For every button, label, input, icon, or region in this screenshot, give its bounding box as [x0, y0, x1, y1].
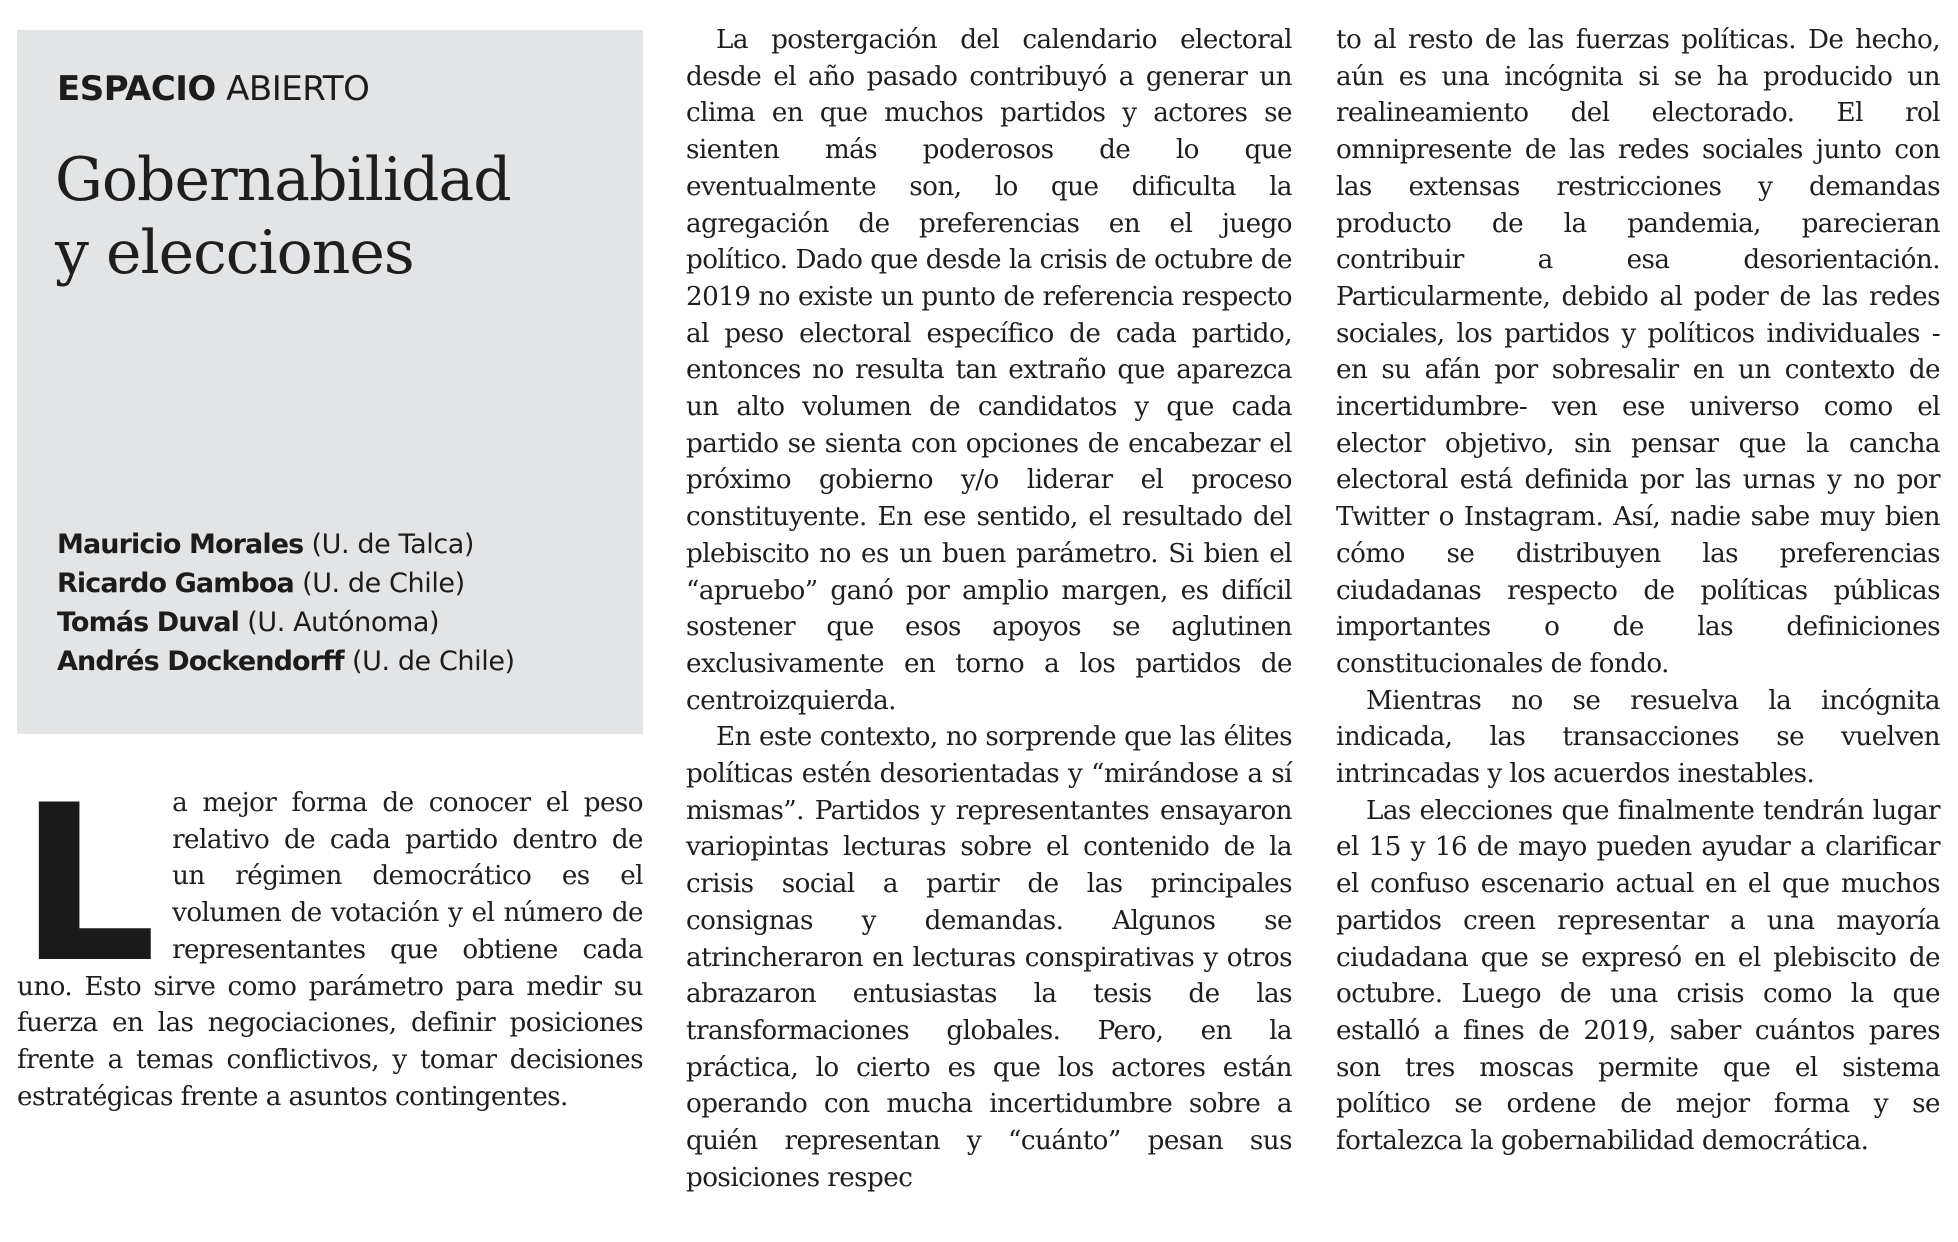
author-affiliation: (U. de Talca) — [311, 529, 475, 560]
headline-line-2: y elecciones — [55, 218, 414, 288]
author-line — [57, 642, 515, 681]
author-line — [57, 564, 515, 603]
article-paragraph: to al resto de las fuerzas políticas. De hecho, aún es una incógnita si se ha producido un realineamiento del electorado. El rol omnipresente de las redes sociales junto con las extensas restricciones y demandas producto de la pandemia, parecieran contribuir a esa desorientación. Particularmente, debido al poder de las redes sociales, los partidos y políticos individuales -en su afán por sobresalir en un contexto de incertidumbre- ven ese universo como el elector objetivo, sin pensar que la cancha electoral está definida por las urnas y no por Twitter o Instagram. Así, nadie sabe muy bien cómo se distribuyen las preferencias ciudadanas respecto de políticas públicas importantes o de las definiciones constitucionales de fondo. — [1336, 25, 1940, 679]
author-list — [57, 525, 515, 681]
article-paragraph: Mientras no se resuelva la incógnita indicada, las transacciones se vuelven intrincadas y los acuerdos inestables. — [1336, 685, 1940, 790]
section-label-regular: ABIERTO — [226, 69, 370, 109]
author-name: Andrés Dockendorff — [57, 646, 344, 677]
author-name: Ricardo Gamboa — [57, 568, 294, 599]
headline-line-1: Gobernabilidad — [55, 145, 511, 215]
drop-cap: L — [19, 759, 157, 1010]
author-line — [57, 603, 515, 642]
author-affiliation: (U. Autónoma) — [247, 607, 440, 638]
author-line — [57, 525, 515, 564]
article-paragraph: En este contexto, no sorprende que las élites políticas estén desorientadas y “mirándose a sí mismas”. Partidos y representantes ensayaron variopintas lecturas sobre el contenido de la crisis social a partir de las principales consignas y demandas. Algunos se atrincheraron en lecturas conspirativas y otros abrazaron entusiastas la tesis de las transformaciones globales. Pero, en la práctica, lo cierto es que los actores están operando con mucha incertidumbre sobre a quién representan y “cuánto” pesan sus posiciones respec — [686, 722, 1292, 1193]
article-paragraph: Las elecciones que finalmente tendrán lugar el 15 y 16 de mayo pueden ayudar a clarificar el confuso escenario actual en el que muchos partidos creen representar a una mayoría ciudadana que se expresó en el plebiscito de octubre. Luego de una crisis como la que estalló a fines de 2019, saber cuántos pares son tres moscas permite que el sistema político se ordene de mejor forma y se fortalezca la gobernabilidad democrática. — [1336, 795, 1940, 1157]
article-column-2 — [686, 22, 1292, 1197]
author-affiliation: (U. de Chile) — [302, 568, 465, 599]
author-name: Tomás Duval — [57, 607, 240, 638]
article-paragraph: La postergación del calendario electoral desde el año pasado contribuyó a generar un clima en que muchos partidos y actores se sienten más poderosos de lo que eventualmente son, lo que dificulta la agregación de preferencias en el juego político. Dado que desde la crisis de octubre de 2019 no existe un punto de referencia respecto al peso electoral específico de cada partido, entonces no resulta tan extraño que aparezca un alto volumen de candidatos y que cada partido se sienta con opciones de encabezar el próximo gobierno y/o liderar el proceso constituyente. En ese sentido, el resultado del plebiscito no es un buen parámetro. Si bien el “apruebo” ganó por amplio margen, es difícil sostener que esos apoyos se aglutinen exclusivamente en torno a los partidos de centroizquierda. — [686, 25, 1292, 716]
article-paragraph — [17, 759, 643, 1115]
headline — [55, 144, 643, 290]
paragraph-text: a mejor forma de conocer el peso relativo de cada partido dentro de un régimen democrático es el volumen de votación y el número de representantes que obtiene cada uno. Esto sirve como parámetro para medir su fuerza en las negociaciones, definir posiciones frente a temas conflictivos, y tomar decisiones estratégicas frente a asuntos contingentes. — [17, 788, 643, 1112]
article-column-1 — [17, 759, 643, 1115]
header-box — [17, 30, 643, 734]
author-affiliation: (U. de Chile) — [351, 646, 515, 677]
article-column-3 — [1336, 22, 1940, 1160]
section-label — [57, 69, 643, 109]
author-name: Mauricio Morales — [57, 529, 304, 560]
section-label-bold: ESPACIO — [57, 69, 216, 109]
